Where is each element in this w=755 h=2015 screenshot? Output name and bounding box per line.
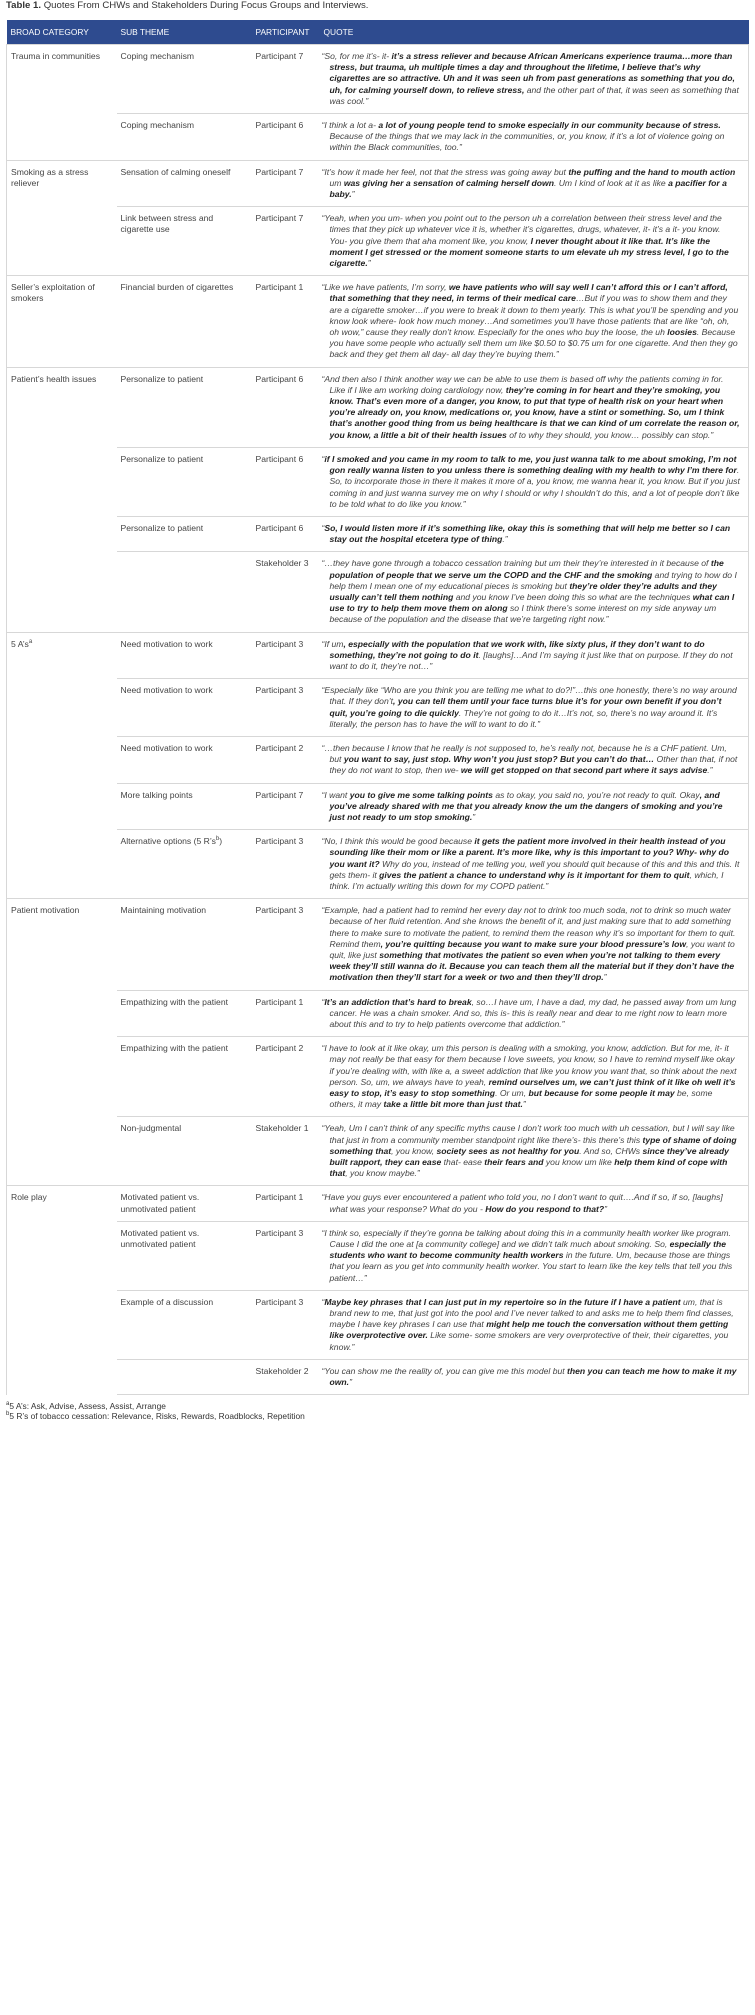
- quote-text: ”: [472, 811, 476, 822]
- category-text: 5 A’s: [11, 638, 29, 649]
- quote-text: ”: [349, 1377, 352, 1388]
- cell-sub-theme: [117, 1186, 252, 1221]
- cell-quote: [320, 207, 749, 276]
- footnote-b: [6, 1411, 755, 1421]
- quote-emphasis: we will get stopped on that second part where it says advise: [460, 765, 708, 776]
- cell-participant: Participant 6: [252, 114, 320, 161]
- quote-emphasis: a lot of young people tend to smoke especially in our community because of stress.: [378, 120, 721, 131]
- category-text: Smoking as a stress reliever: [11, 166, 89, 188]
- quote-text: Like some- some smokers are very overprotective of their, their cigarettes, you know.”: [329, 1330, 729, 1352]
- footnote-mark: b: [6, 1411, 10, 1418]
- quote-emphasis: society sees as not healthy for you: [436, 1145, 580, 1156]
- sub-theme-text: Link between stress and cigarette use: [120, 213, 214, 235]
- cell-broad-category: [7, 160, 117, 276]
- table-row: [7, 1290, 749, 1359]
- caption-title: Quotes From CHWs and Stakeholders During Focus Groups and Interviews.: [43, 0, 369, 11]
- sub-theme-text: Need motivation to work: [120, 742, 213, 753]
- cell-participant: Participant 1: [252, 276, 320, 367]
- footnote-mark: a: [6, 1401, 10, 1408]
- quote-emphasis: type of shame of doing something that: [329, 1134, 737, 1156]
- cell-quote: [320, 1117, 749, 1186]
- cell-broad-category: [7, 1186, 117, 1395]
- cell-quote: [320, 447, 749, 516]
- quote-emphasis: you to give me some talking points: [349, 789, 493, 800]
- quote-emphasis: was giving her a sensation of calming herself down: [343, 177, 554, 188]
- table-row: [7, 516, 749, 551]
- cell-participant: Participant 3: [252, 679, 320, 737]
- quote-emphasis: , you’re quitting because you want to make sure your blood pressure’s low: [380, 938, 687, 949]
- cell-sub-theme: [117, 1221, 252, 1290]
- cell-quote: [320, 830, 749, 899]
- sub-theme-text: Need motivation to work: [120, 685, 213, 696]
- cell-sub-theme: [117, 736, 252, 783]
- quote-emphasis: a pacifier for a baby.: [329, 177, 727, 200]
- sub-theme-text: Coping mechanism: [120, 51, 195, 61]
- quote-emphasis: , and you’ve already shared with me that you already know the um the dangers of smoking and you’re just not ready to um stop smoking.: [329, 789, 723, 822]
- quote-emphasis: the population of people that we serve um the COPD and the CHF and the smoking: [329, 558, 724, 580]
- quote-emphasis: what can I use to try to help them move them on along: [329, 591, 735, 614]
- cell-participant: Participant 7: [252, 783, 320, 830]
- quote-text: Why do you, instead of me telling you, well you should quit because of this and this and this. It gets them- it: [329, 858, 740, 880]
- table-header-row: [7, 20, 749, 45]
- sub-theme-text: Need motivation to work: [120, 638, 213, 649]
- cell-sub-theme: [117, 990, 252, 1037]
- table-row: [7, 679, 749, 737]
- quote-emphasis: , especially with the population that we work with, like sixty plus, if they don’t want to do something, they’re not going to do it: [329, 638, 705, 660]
- quote-text: , you want to quit, like just: [329, 938, 735, 960]
- header-broad-category: BROAD CATEGORY: [7, 20, 117, 45]
- sub-theme-text: Example of a discussion: [120, 1296, 214, 1307]
- quote-text: be, some others, it may: [329, 1088, 713, 1110]
- quote-text: “Example, had a patient had to remind her every day not to drink too much soda, not to drink so much water because of her fluid retention. And she knows the benefit of it, and just making sure that to add something there to make sure to motivate the patient, to remind them the reason why it’s so important for them to quit. Remind them: [321, 905, 736, 949]
- quote-emphasis: It’s an addiction that’s hard to break: [324, 996, 472, 1007]
- cell-participant: Participant 3: [252, 830, 320, 899]
- table-row: [7, 552, 749, 632]
- quote-emphasis: they’re coming in for heart and they’re smoking, you know. That’s even more of a danger, you know, to put that type of health risk on your heart when you’re already on, you know, medications or, you know, have a stint or something. So, um I think that’s another good thing from us being healthcare is that we can kind of um correlate the reason or, you know, a little a bit of their health issues: [329, 384, 740, 440]
- quote-text: ”: [604, 1203, 607, 1214]
- quotes-table: [6, 20, 749, 1395]
- quote-text: . Um I kind of look at it as like: [553, 177, 669, 188]
- cell-participant: Participant 7: [252, 207, 320, 276]
- cell-sub-theme: [117, 1290, 252, 1359]
- cell-quote: [320, 899, 749, 990]
- quote-text: and the other part of that, it was seen as something that was cool.”: [329, 84, 739, 106]
- cell-sub-theme: [117, 516, 252, 551]
- quote-text: “Yeah, Um I can’t think of any specific myths cause I don’t work too much with uh cessation, but I will say like that just in from a community member standpoint right like there’s- this there’s this: [321, 1123, 735, 1145]
- sub-theme-text: Motivated patient vs. unmotivated patient: [120, 1227, 200, 1250]
- cell-participant: Participant 7: [252, 45, 320, 114]
- table-row: [7, 736, 749, 783]
- table-row: [7, 45, 749, 114]
- quote-text: “Yeah, when you um- when you point out to the person uh a correlation between their stress level and the times that they pick up whatever vice it is, whether it’s cigarettes, drugs, whatever, it- it’s a it- you know. You- you give them that aha moment like, you know,: [321, 213, 722, 246]
- table-row: [7, 207, 749, 276]
- quote-emphasis: Maybe key phrases that I can just put in my repertoire so in the future if I have a patient: [324, 1296, 681, 1307]
- cell-participant: Participant 3: [252, 1221, 320, 1290]
- quote-text: “It’s how it made her feel, not that the stress was going away but: [321, 166, 569, 177]
- quote-emphasis: it gets the patient more involved in their health instead of you sounding like their mom or like a parent. It’s more like, why is this important to you? Why- why do you want it?: [329, 836, 730, 869]
- cell-broad-category: [7, 632, 117, 899]
- footnotes: [6, 1401, 755, 1421]
- quote-text: . And so, CHWs: [579, 1145, 643, 1156]
- cell-sub-theme: [117, 367, 252, 447]
- quote-text: .”: [502, 534, 508, 545]
- cell-sub-theme: [117, 783, 252, 830]
- sub-theme-tail: ): [219, 836, 223, 847]
- cell-participant: Participant 2: [252, 1037, 320, 1117]
- cell-sub-theme: [117, 45, 252, 114]
- cell-participant: Stakeholder 3: [252, 552, 320, 632]
- table-row: [7, 1037, 749, 1117]
- quote-text: . Or um,: [495, 1088, 529, 1099]
- quote-text: um: [329, 177, 344, 188]
- sub-theme-text: Sensation of calming oneself: [120, 166, 231, 177]
- quote-text: “So, for me it’s- it-: [321, 51, 392, 61]
- cell-sub-theme: [117, 207, 252, 276]
- cell-quote: [320, 516, 749, 551]
- table-row: [7, 830, 749, 899]
- quote-emphasis: especially the students who want to become community health workers: [329, 1239, 726, 1261]
- cell-broad-category: [7, 899, 117, 1186]
- cell-sub-theme: [117, 679, 252, 737]
- header-participant: PARTICIPANT: [252, 20, 320, 45]
- quote-emphasis: How do you respond to that?: [485, 1203, 605, 1214]
- cell-quote: [320, 783, 749, 830]
- quote-text: and you know I’ve been doing this so what are the techniques: [453, 591, 693, 602]
- table-row: [7, 447, 749, 516]
- sub-theme-text: Alternative options (5 R’s: [120, 836, 216, 847]
- quote-text: and trying to how do I help them I mean one of my educational pieces is smoking but: [329, 569, 737, 591]
- cell-sub-theme: [117, 1037, 252, 1117]
- cell-participant: Participant 1: [252, 990, 320, 1037]
- quote-text: ”: [522, 1099, 526, 1110]
- quote-emphasis: then you can teach me how to make it my own.: [329, 1365, 737, 1388]
- quote-emphasis: gives the patient a chance to understand why is it important for them to quit: [379, 869, 690, 880]
- category-text: Trauma in communities: [11, 51, 100, 61]
- table-row: [7, 783, 749, 830]
- caption-label: Table 1.: [6, 0, 42, 11]
- quote-emphasis: might help me touch the conversation without them getting like overprotective over.: [329, 1319, 729, 1341]
- sub-theme-text: Empathizing with the patient: [120, 1043, 228, 1054]
- quote-emphasis: it’s a stress reliever and because African Americans experience trauma…more than stress, but trauma, uh multiple times a day and throughout the lifetime, I believe that’s why cigarettes are so attractive. Uh and it was seen uh from past generations as something that you do, uh, for calming yourself down, to relieve stress,: [329, 51, 735, 95]
- cell-quote: [320, 552, 749, 632]
- quote-emphasis: help them kind of cope with that: [329, 1157, 728, 1179]
- category-text: Patient motivation: [11, 905, 80, 916]
- quote-text: “And then also I think another way we can be able to use them is based off why the patients coming in for. Like if I like am working doing cardiology now,: [321, 373, 724, 395]
- quote-text: in the future. Um, because those are things that you learn as you get into community health worker. You start to learn like the key tells that tell you this patient…”: [329, 1250, 733, 1283]
- quote-text: ”: [603, 972, 607, 983]
- cell-participant: Participant 3: [252, 899, 320, 990]
- sub-theme-text: Personalize to patient: [120, 453, 204, 464]
- cell-participant: Participant 7: [252, 160, 320, 207]
- table-row: [7, 367, 749, 447]
- cell-sub-theme: [117, 830, 252, 899]
- footnote-a: [6, 1401, 755, 1411]
- quote-text: “: [321, 996, 325, 1007]
- cell-participant: Participant 6: [252, 447, 320, 516]
- quote-text: …But if you was to show them and they are a cigarette smoker…if you were to break it down to them yearly. This is what you’ll be spending and you know look where- look how much money…And sometimes you’ll have those patients that are like “oh, oh, oh wow,” cause they really don’t know. Especially for the ones who buy the loose, the uh: [329, 293, 739, 338]
- category-text: Seller’s exploitation of smokers: [11, 282, 95, 304]
- cell-quote: [320, 45, 749, 114]
- quote-text: “: [321, 453, 325, 464]
- quote-text: “I have to look at it like okay, um this person is dealing with a smoking, you know, addiction. But for me, it- it may not really be that easy for them because I love sweets, you know, so I have to remind myself like okay if you’re dealing with, with like a, a sweet addiction that like you know you want that, so think about the next person. So, um, we always have to yeah,: [321, 1043, 737, 1087]
- cell-sub-theme: [117, 276, 252, 367]
- cell-participant: Participant 3: [252, 632, 320, 679]
- quote-text: , you know maybe.”: [345, 1168, 420, 1179]
- quote-text: as to okay, you said no, you’re not ready to quit. Okay: [492, 789, 700, 800]
- cell-sub-theme: [117, 552, 252, 632]
- cell-quote: [320, 276, 749, 367]
- cell-quote: [320, 990, 749, 1037]
- quote-text: “I want: [321, 789, 350, 800]
- footnote-ref: b: [215, 836, 220, 843]
- sub-theme-text: Financial burden of cigarettes: [120, 282, 234, 293]
- quote-text: “If um: [321, 638, 344, 649]
- cell-quote: [320, 160, 749, 207]
- cell-quote: [320, 114, 749, 161]
- cell-participant: Participant 6: [252, 516, 320, 551]
- table-body: [7, 45, 749, 1395]
- sub-theme-text: Motivated patient vs. unmotivated patient: [120, 1192, 200, 1214]
- table-row: [7, 1359, 749, 1394]
- quote-text: .”: [707, 765, 713, 776]
- table-caption: [0, 0, 755, 20]
- sub-theme-text: Non-judgmental: [120, 1123, 182, 1134]
- quote-text: , you know,: [391, 1145, 437, 1156]
- quote-emphasis: the puffing and the hand to mouth action: [568, 166, 736, 177]
- quote-text: “I think so, especially if they’re gonna be talking about doing this in a community health worker like program. Cause I did the one at [a community college] and we didn’t talk much about smoking. So,: [321, 1227, 731, 1250]
- quote-text: um, that is brand new to me, that just got into the pool and I’ve never talked to and asks me to help them find classes, maybe I have key phrases I can use that: [329, 1296, 734, 1330]
- sub-theme-text: Personalize to patient: [120, 373, 204, 384]
- table-row: [7, 160, 749, 207]
- quote-text: . So, to incorporate those in there it makes it more of a, you know, me wanna hear it, you know. But if you just coming in and just wanna survey me on why I should or why I shouldn’t do this, and a lot of people don’t like to be told what to do like you know.”: [329, 465, 740, 509]
- quote-text: Because of the things that we may lack in the communities, or, you know, if it’s a lot of violence going on within the Black communities, too.”: [329, 131, 725, 153]
- quote-text: ”: [367, 258, 371, 269]
- cell-sub-theme: [117, 632, 252, 679]
- quote-text: . [laughs]…And I’m saying it just like that on purpose. If they do not want to do it, they’re not…”: [329, 649, 733, 671]
- quote-text: , which, I think. I’m actually writing this down for my COPD patient.”: [329, 869, 724, 891]
- cell-participant: Participant 1: [252, 1186, 320, 1221]
- cell-quote: [320, 1186, 749, 1221]
- sub-theme-text: Empathizing with the patient: [120, 996, 228, 1007]
- footnote-ref: a: [28, 638, 33, 645]
- cell-sub-theme: [117, 114, 252, 161]
- cell-participant: Participant 6: [252, 367, 320, 447]
- table-row: [7, 899, 749, 990]
- cell-quote: [320, 1037, 749, 1117]
- quote-emphasis: you want to say, just stop. Why won’t you just stop? But you can’t do that…: [343, 754, 655, 765]
- quote-text: “Especially like “Who are you think you are telling me what to do?!”…this one honestly, there’s no way around that. If they don’t: [321, 685, 737, 707]
- quote-text: . They’re not going to do it…It’s not, so, there’s no way around it. It’s literally, the person has to have the will to want to do it.”: [329, 707, 718, 729]
- category-text: Patient’s health issues: [11, 373, 97, 384]
- quote-text: “No, I think this would be good because: [321, 836, 475, 847]
- cell-sub-theme: [117, 1117, 252, 1186]
- cell-participant: Stakeholder 2: [252, 1359, 320, 1394]
- quote-text: “Have you guys ever encountered a patient who told you, no I don’t want to quit….And if so, if so, [laughs] what was your response? What do you -: [321, 1192, 723, 1214]
- cell-participant: Stakeholder 1: [252, 1117, 320, 1186]
- sub-theme-text: More talking points: [120, 789, 193, 800]
- cell-sub-theme: [117, 160, 252, 207]
- table-row: [7, 1117, 749, 1186]
- quote-emphasis: something that motivates the patient so even when you’re not talking to them every week they’ll still wanna do it. Because you can teach them all the material but if they don’t have the motivation then they’ll start for a week or two and then they’ll drop.: [329, 950, 735, 983]
- cell-broad-category: [7, 367, 117, 632]
- quote-text: that- ease: [441, 1157, 485, 1168]
- footnote-text: 5 R’s of tobacco cessation: Relevance, Risks, Rewards, Roadblocks, Repetition: [9, 1411, 305, 1422]
- quote-emphasis: since they’ve already built rapport, they can ease: [329, 1145, 729, 1168]
- sub-theme-text: Coping mechanism: [120, 120, 195, 131]
- quote-emphasis: take a little bit more than just that.: [383, 1099, 523, 1110]
- quote-text: “…they have gone through a tobacco cessation training but um their they’re interested in it because of: [321, 558, 711, 569]
- table-row: [7, 1186, 749, 1221]
- quote-emphasis: , you can tell them until your face turns blue it’s for your own benefit if you don’t quit, you’re going to die quickly: [329, 696, 722, 718]
- header-quote: QUOTE: [320, 20, 749, 45]
- cell-participant: Participant 2: [252, 736, 320, 783]
- quote-emphasis: I never thought about it like that. It’s like the moment I get stressed or the moment someone starts to um elevate uh my stress level, I go to the cigarette.: [329, 235, 729, 269]
- category-text: Role play: [11, 1192, 47, 1203]
- quote-text: “Like we have patients, I’m sorry,: [321, 282, 449, 293]
- quote-emphasis: but because for some people it may: [528, 1088, 675, 1099]
- quote-text: . Because you have some people who actually sell them um like $0.50 to $0.75 um for one cigarette. And then they go back and they get them all day- all day they’re buying them.”: [329, 327, 738, 360]
- quote-text: “I think a lot a-: [321, 120, 379, 131]
- cell-quote: [320, 679, 749, 737]
- quote-text: “: [321, 1296, 325, 1307]
- table-row: [7, 276, 749, 367]
- quote-emphasis: if I smoked and you came in my room to talk to me, you just wanna talk to me about smoking, I’m not gon really wanna listen to you unless there is something dealing with my health to why I’m there for: [324, 453, 737, 476]
- quote-text: “…then because I know that he really is not supposed to, he’s really not, because he is a CHF patient. Um, but: [321, 742, 727, 765]
- table-row: [7, 990, 749, 1037]
- quote-emphasis: loosies: [667, 327, 697, 338]
- quote-text: ”: [351, 189, 355, 200]
- quote-text: “: [321, 522, 325, 533]
- cell-participant: Participant 3: [252, 1290, 320, 1359]
- cell-sub-theme: [117, 447, 252, 516]
- quote-emphasis: they’re older they’re adults and they usually can’t tell them nothing: [329, 580, 717, 602]
- table-row: [7, 632, 749, 679]
- footnote-text: 5 A’s: Ask, Advise, Assess, Assist, Arrange: [9, 1401, 166, 1412]
- table-row: [7, 1221, 749, 1290]
- quote-emphasis: their fears and: [484, 1157, 544, 1168]
- cell-broad-category: [7, 45, 117, 161]
- sub-theme-text: Maintaining motivation: [120, 905, 207, 916]
- quote-text: you know um like: [543, 1157, 615, 1168]
- quote-text: so I think there’s some interest on my side anyway um because of the population and the disease that we’re targeting right now.”: [329, 603, 717, 625]
- table-row: [7, 114, 749, 161]
- cell-quote: [320, 1221, 749, 1290]
- cell-sub-theme: [117, 1359, 252, 1394]
- quote-text: “You can show me the reality of, you can give me this model but: [321, 1365, 568, 1376]
- cell-quote: [320, 1290, 749, 1359]
- quote-text: of to why they should, you know… possibly can stop.”: [506, 429, 714, 440]
- quote-text: , so…I have um, I have a dad, my dad, he passed away from um lung cancer. He was a chain smoker. And so, this is- this is really near and dear to me right now to learn more about this and to try to help patients overcome that addiction.”: [329, 996, 737, 1030]
- cell-quote: [320, 367, 749, 447]
- quote-emphasis: remind ourselves um, we can’t just think of it like oh well it’s easy to stop, it’s easy to stop something: [329, 1076, 736, 1099]
- quote-emphasis: we have patients who will say well I can’t afford this or I can’t afford, that something that they need, in terms of their medical care: [329, 282, 728, 304]
- cell-broad-category: [7, 276, 117, 367]
- cell-quote: [320, 632, 749, 679]
- quote-emphasis: So, I would listen more if it’s something like, okay this is something that will help me better so I can stay out the hospital etcetera type of thing: [324, 522, 731, 545]
- sub-theme-text: Personalize to patient: [120, 522, 204, 533]
- cell-quote: [320, 1359, 749, 1394]
- cell-quote: [320, 736, 749, 783]
- header-sub-theme: SUB THEME: [117, 20, 252, 45]
- quote-text: Other than that, if not they do not want to stop, then we-: [329, 754, 738, 776]
- cell-sub-theme: [117, 899, 252, 990]
